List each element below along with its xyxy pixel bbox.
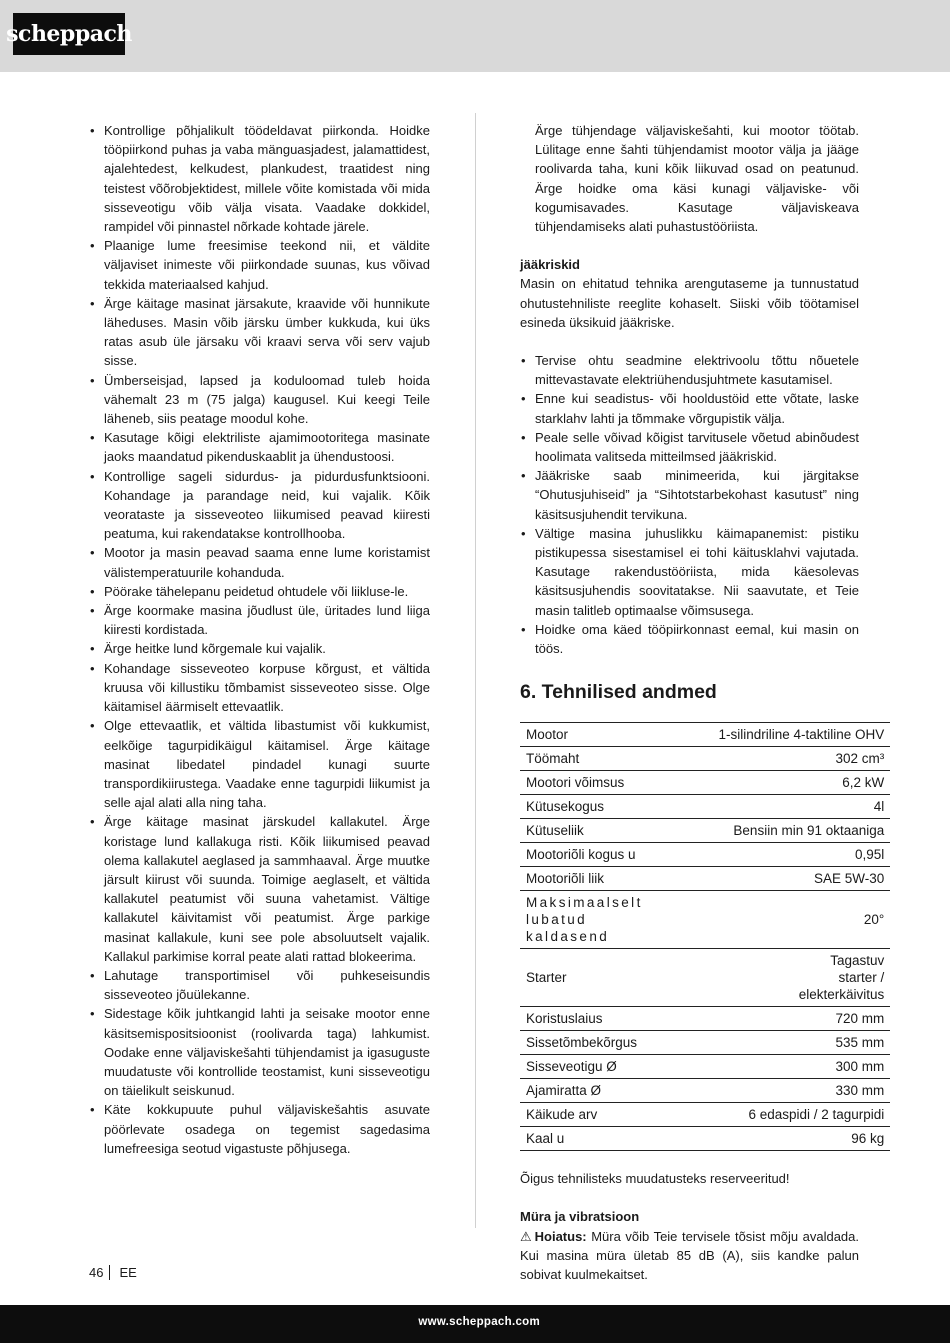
page-number: 46 xyxy=(89,1265,104,1280)
table-row xyxy=(520,843,890,867)
spec-value: 330 mm xyxy=(649,1079,891,1103)
language-code: EE xyxy=(119,1265,137,1280)
website-link[interactable]: www.scheppach.com xyxy=(418,1316,540,1328)
spec-value: SAE 5W-30 xyxy=(649,867,891,891)
residual-risks-intro: Masin on ehitatud tehnika arengutaseme ja tunnustatud ohutustehniliste reeglite kohaselt. Siiski võib töötamisel esineda üksikuid jääkriske. xyxy=(520,276,859,330)
safety-bullet-item: • Ärge käitage masinat järskudel kallakutel. Ärge koristage lund kallakuga risti. Kõik liikumised peavad olema kallakutel aeglased ja sammhaaval. Ärge muutke järsult kiirust või suunda. Toimige aeglaselt, et vältida kallakutel peatumist või suuna vahetamist. Vältige kallakutel käivitamist või peatumist. Ärge parkige masinat kallakule, kuni see pole absoluutselt vajalik. Kallakul parkimise korral peate alati rattad blokeerima. xyxy=(89,812,430,966)
spec-value: 300 mm xyxy=(649,1055,891,1079)
safety-bullet-item: • Kontrollige põhjalikult töödeldavat piirkonda. Hoidke tööpiirkond puhas ja vaba mänguasjadest, jalamattidest, ajalehtedest, kelkudest, plankudest, traatidest ning teistest võõrobjektidest, millele võite komistada või mida sisseveotigu võib välja visata. Vaadake dokkidel, rampidel või pinnastel nõrkade kohtade järele. xyxy=(89,121,430,236)
continued-paragraph: Ärge tühjendage väljaviskešahti, kui mootor töötab. Lülitage enne šahti tühjendamist mootor välja ja jääge roolivarda taha, kuni kõik liikuvad osad on peatunud. Ärge hoidke oma käsi kunagi väljaviske- või kogumisavades. Kasutage väljaviskeava tühjendamiseks alati puhastustööriista. xyxy=(535,123,859,235)
spec-label: Sisseveotigu Ø xyxy=(520,1055,649,1079)
scheppach-logo: scheppach xyxy=(13,13,125,55)
spec-label: Käikude arv xyxy=(520,1103,649,1127)
residual-risks-heading: jääkriskid xyxy=(520,257,580,273)
spec-value: 535 mm xyxy=(649,1031,891,1055)
residual-risk-item: • Vältige masina juhuslikku käimapanemist: pistiku pistikupessa sisestamisel ei tohi käitusklahvi vajutada. Kasutage rakendustööriista, mida käesolevas käsitsusjuhendis soovitatakse. Nii saavutate, et Teie masin talitleb optimaalse võimsusega. xyxy=(520,524,859,620)
safety-bullet-list xyxy=(89,121,430,1158)
safety-bullet-item: • Kontrollige sageli sidurdus- ja pidurdusfunktsiooni. Kohandage ja parandage neid, kui vajalik. Kõik veorataste ja sisseveoteo liikumised peavad kiiresti peatuma, kui rakendatakse kontrollhooba. xyxy=(89,467,430,544)
safety-bullet-item: • Ümberseisjad, lapsed ja koduloomad tuleb hoida vähemalt 23 m (75 jalga) kaugusel. Kui keegi Teile läheneb, siis peatage moodul kohe. xyxy=(89,371,430,429)
safety-bullet-item: • Mootor ja masin peavad saama enne lume koristamist välistemperatuurile kohanduda. xyxy=(89,543,430,581)
table-row xyxy=(520,723,890,747)
safety-bullet-item: • Ärge koormake masina jõudlust üle, üritades lund liiga kiiresti kordistada. xyxy=(89,601,430,639)
residual-risk-item: • Peale selle võivad kõigist tarvitusele võetud abinõudest hoolimata valitseda mitteilmsed jääkriskid. xyxy=(520,428,859,466)
spec-value: 1-silindriline 4-taktiline OHV xyxy=(649,723,891,747)
spec-label: Kütusekogus xyxy=(520,795,649,819)
noise-warning xyxy=(520,1227,859,1285)
table-row xyxy=(520,867,890,891)
page-header xyxy=(0,0,950,72)
spec-value: 4l xyxy=(649,795,891,819)
column-divider xyxy=(475,113,476,1228)
safety-bullet-item: • Plaanige lume freesimise teekond nii, et väldite väljaviset inimeste või piirkondade suunas, kus võivad tekkida materiaalsed kahjud. xyxy=(89,236,430,294)
residual-risk-item: • Hoidke oma käed tööpiirkonnast eemal, kui masin on töös. xyxy=(520,620,859,658)
safety-bullet-item: • Kasutage kõigi elektriliste ajamimootoritega masinate jaoks maandatud pikenduskaablit ja ühendustoosi. xyxy=(89,428,430,466)
page-footer-number xyxy=(89,1265,137,1280)
warning-text: Müra võib Teie tervisele tõsist mõju avaldada. Kui masina müra ületab 85 dB (A), siis kandke palun sobivat kuulmekaitset. xyxy=(520,1228,860,1283)
warning-triangle-icon: ⚠ xyxy=(520,1228,533,1244)
safety-bullet-item: • Käte kokkupuute puhul väljaviskešahtis asuvate pöörlevate osadega on tegemist sagedasima lumefreesiga seotud vigastuste põhjusega. xyxy=(89,1100,430,1158)
spec-label: Maksimaalselt lubatud kaldasend xyxy=(520,891,649,949)
technical-data-table xyxy=(520,722,890,1151)
spec-value: 0,95l xyxy=(649,843,891,867)
spec-value: 96 kg xyxy=(649,1127,891,1151)
table-row xyxy=(520,1079,890,1103)
right-column xyxy=(520,121,885,1284)
noise-heading: Müra ja vibratsioon xyxy=(520,1209,640,1225)
table-row xyxy=(520,1127,890,1151)
table-row xyxy=(520,949,890,1007)
technical-changes-note: Õigus tehnilisteks muudatusteks reserveeritud! xyxy=(520,1171,790,1187)
table-row xyxy=(520,1103,890,1127)
table-row xyxy=(520,891,890,949)
residual-risk-item: • Jääkriske saab minimeerida, kui järgitakse “Ohutusjuhiseid” ja “Sihtotstarbekohast kasutust” ning käsitsusjuhendit tervikuna. xyxy=(520,466,859,524)
spec-value: 720 mm xyxy=(649,1007,891,1031)
safety-bullet-item: • Pöörake tähelepanu peidetud ohtudele või liikluse-le. xyxy=(89,582,430,601)
table-row xyxy=(520,1055,890,1079)
left-column xyxy=(89,121,430,1158)
spec-value: Tagastuv starter / elekterkäivitus xyxy=(649,949,891,1007)
table-row xyxy=(520,795,890,819)
table-row xyxy=(520,771,890,795)
table-row xyxy=(520,1007,890,1031)
spec-label: Mootoriõli liik xyxy=(520,867,649,891)
spec-label: Kaal u xyxy=(520,1127,649,1151)
spec-label: Töömaht xyxy=(520,747,649,771)
table-row xyxy=(520,1031,890,1055)
spec-label: Koristuslaius xyxy=(520,1007,649,1031)
safety-bullet-item: • Olge ettevaatlik, et vältida libastumist või kukkumist, eelkõige tagurpidikäigul käitamisel. Ärge käitage masinat libedatel pindadel kunagi suurte transpordikiirustega. Vaadake enne tagurpidi liikumist ja selle ajal alati alla ning taha. xyxy=(89,716,430,812)
spec-label: Sissetõmbekõrgus xyxy=(520,1031,649,1055)
footer-separator xyxy=(109,1265,110,1280)
residual-risks-list xyxy=(520,351,859,658)
residual-risk-item: • Enne kui seadistus- või hooldustöid ette võtate, laske starklahv lahti ja tõmmake võrgupistik välja. xyxy=(520,389,859,427)
safety-bullet-item: • Sidestage kõik juhtkangid lahti ja seisake mootor enne käsitsemispositsioonist (roolivarda taga) lahkumist. Oodake enne väljaviskešahti tühjendamist ja igasuguste muudatuste või kontrollide teostamist, kuni sisseveotigu on täielikult seiskunud. xyxy=(89,1004,430,1100)
safety-bullet-item: • Ärge heitke lund kõrgemale kui vajalik. xyxy=(89,639,430,658)
section-title-technical-data: 6. Tehnilised andmed xyxy=(520,681,717,704)
spec-value: 6 edaspidi / 2 tagurpidi xyxy=(649,1103,891,1127)
spec-value: 20° xyxy=(649,891,891,949)
spec-label: Mootoriõli kogus u xyxy=(520,843,649,867)
spec-label: Mootor xyxy=(520,723,649,747)
spec-label: Ajamiratta Ø xyxy=(520,1079,649,1103)
table-row xyxy=(520,747,890,771)
spec-value: 302 cm³ xyxy=(649,747,891,771)
warning-label: Hoiatus: xyxy=(534,1228,587,1244)
residual-risk-item: • Tervise ohtu seadmine elektrivoolu tõttu nõuetele mittevastavate elektriühendusjuhtmete kasutamisel. xyxy=(520,351,859,389)
spec-value: 6,2 kW xyxy=(649,771,891,795)
safety-bullet-item: • Kohandage sisseveoteo korpuse kõrgust, et vältida kruusa või killustiku tõmbamist sisseveoteo sisse. Olge käitamisel äärmiselt ettevaatlik. xyxy=(89,659,430,717)
table-row xyxy=(520,819,890,843)
spec-label: Kütuseliik xyxy=(520,819,649,843)
spec-label: Starter xyxy=(520,949,649,1007)
safety-bullet-item: • Lahutage transportimisel või puhkeseisundis sisseveoteo jõuülekanne. xyxy=(89,966,430,1004)
spec-label: Mootori võimsus xyxy=(520,771,649,795)
safety-bullet-item: • Ärge käitage masinat järsakute, kraavide või hunnikute läheduses. Masin võib järsku ümber kukkuda, kui üks ratas asub üle järsaku või kraavi serva või serv vajub sisse. xyxy=(89,294,430,371)
spec-value: Bensiin min 91 oktaaniga xyxy=(649,819,891,843)
footer-bar xyxy=(0,1305,950,1343)
